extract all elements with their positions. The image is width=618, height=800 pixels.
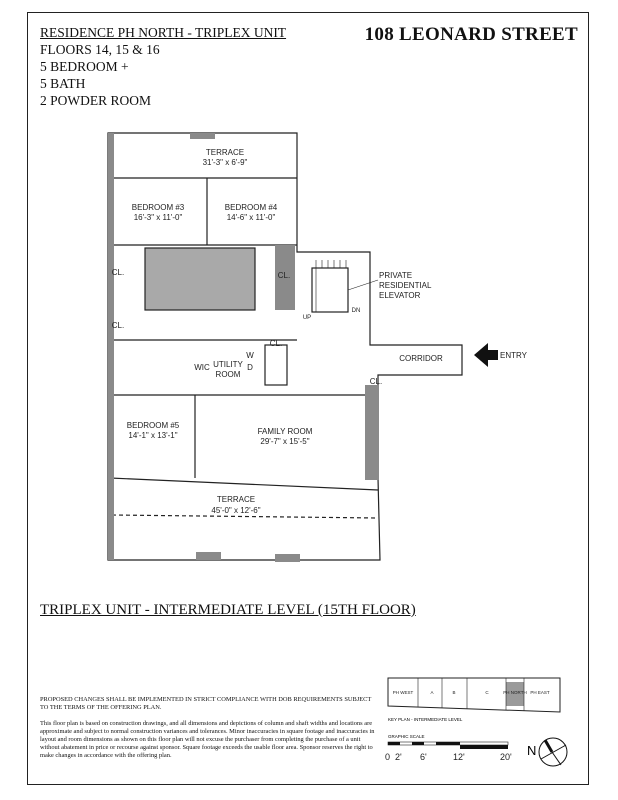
powder-count: 2 POWDER ROOM — [40, 93, 152, 108]
bedroom5-label: BEDROOM #5 — [126, 421, 180, 430]
key-unit: A — [430, 690, 434, 695]
elevator-label-2: RESIDENTIAL — [379, 281, 432, 290]
scale-tick: 20' — [500, 752, 512, 762]
stair-up-label: UP — [302, 315, 312, 321]
closet-label: CL. — [111, 321, 125, 330]
elevator-label: PRIVATE — [379, 271, 413, 280]
terrace-bottom-dims: 45'-0" x 12'-6" — [211, 506, 261, 515]
compliance-note: PROPOSED CHANGES SHALL BE IMPLEMENTED IN STRICT COMPLIANCE WITH DOB REQUIREMENTS SUBJECT TO THE TERMS OF THE OFFERING PLAN. — [40, 696, 372, 711]
key-unit: B — [452, 690, 456, 695]
wic-label: WIC — [194, 363, 210, 372]
closet-label: CL. — [369, 377, 383, 386]
graphic-scale — [385, 734, 512, 762]
plan-caption: TRIPLEX UNIT - INTERMEDIATE LEVEL (15TH FLOOR) — [40, 602, 416, 618]
key-unit: C — [485, 690, 489, 695]
stair-down-label: DN — [351, 308, 361, 314]
closet-label: CL. — [269, 339, 283, 348]
bathroom-block — [145, 248, 255, 310]
floors: FLOORS 14, 15 & 16 — [40, 42, 160, 57]
bedroom-count: 5 BEDROOM + — [40, 59, 129, 74]
scale-label: GRAPHIC SCALE — [388, 734, 425, 739]
utility-label-2: ROOM — [215, 370, 241, 379]
entry-arrow-icon — [474, 343, 498, 367]
building-name: 108 LEONARD STREET — [364, 24, 578, 45]
bedroom5-dims: 14'-1" x 13'-1" — [128, 431, 178, 440]
closet-label: CL. — [111, 268, 125, 277]
disclaimer-note: This floor plan is based on construction drawings, and all dimensions and depictions of column and shaft widths and locations are approximate and subject to normal construction variances and tolerances. Minor inaccuracies in square footage and inaccuracies in layout and room dimensions as shown on this floor plan will not excuse the purchaser from completing the purchase of a unit without abatement in price or recourse against sponsor. Square footage exceeds the usable floor area. Sponsor reserves the right to make changes in accordance with the offering plan. — [40, 720, 375, 759]
family-room-label: FAMILY ROOM — [257, 427, 313, 436]
closet-label: CL. — [277, 271, 291, 280]
legal-notes — [40, 696, 380, 768]
key-plan-label: KEY PLAN - INTERMEDIATE LEVEL — [388, 717, 463, 722]
scale-tick: 0 — [385, 752, 391, 762]
elevator-label-3: ELEVATOR — [379, 291, 421, 300]
key-unit: PH WEST — [392, 690, 414, 695]
residence-title: RESIDENCE PH NORTH - TRIPLEX UNIT — [40, 25, 287, 40]
entry-label: ENTRY — [500, 351, 527, 360]
north-arrow-icon — [527, 738, 567, 766]
bedroom3-label: BEDROOM #3 — [131, 203, 185, 212]
utility-label: UTILITY — [213, 360, 243, 369]
svg-text:N: N — [527, 743, 537, 758]
key-unit: PH EAST — [530, 690, 550, 695]
scale-tick: 12' — [453, 752, 465, 762]
key-plan — [388, 678, 560, 722]
scale-tick: 2' — [395, 752, 402, 762]
bath-count: 5 BATH — [40, 76, 86, 91]
corridor-label: CORRIDOR — [399, 354, 443, 363]
bedroom3-dims: 16'-3" x 11'-0" — [133, 213, 183, 222]
washer-dryer — [265, 345, 287, 385]
family-room-dims: 29'-7" x 15'-5" — [260, 437, 310, 446]
bedroom4-dims: 14'-6" x 11'-0" — [226, 213, 276, 222]
dryer-label: D — [247, 363, 253, 372]
terrace-top-dims: 31'-3" x 6'-9" — [202, 158, 248, 167]
bedroom4-label: BEDROOM #4 — [224, 203, 278, 212]
terrace-top-label: TERRACE — [205, 148, 245, 157]
key-unit: PH NORTH — [503, 690, 527, 695]
terrace-bottom-label: TERRACE — [216, 495, 256, 504]
elevator-shaft — [312, 268, 348, 312]
scale-tick: 6' — [420, 752, 427, 762]
exterior-walls — [108, 133, 462, 560]
washer-label: W — [246, 351, 254, 360]
